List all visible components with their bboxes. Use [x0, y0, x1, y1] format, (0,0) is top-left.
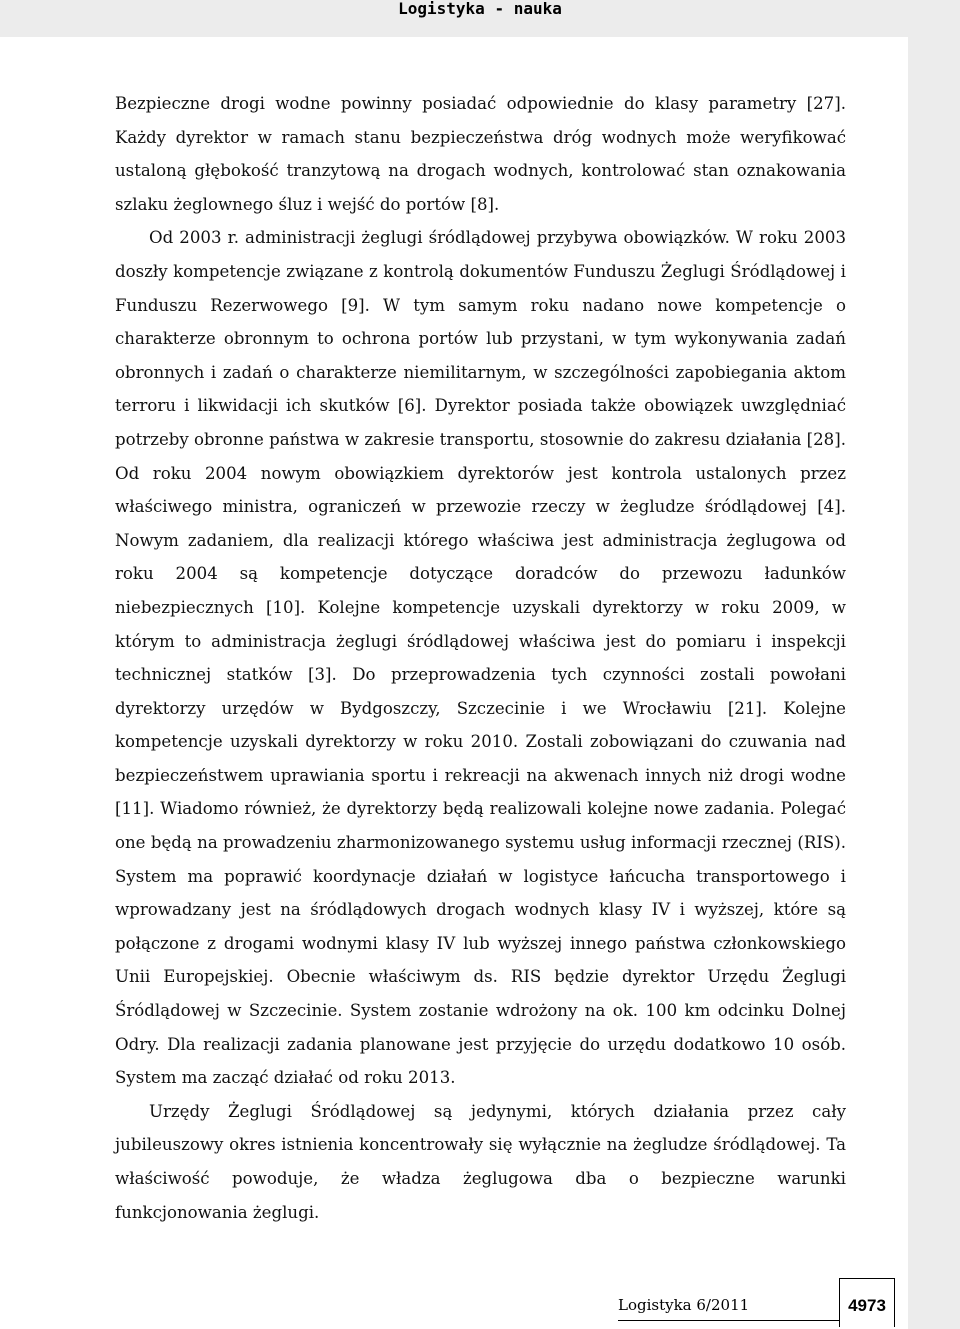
- page-sheet: [0, 37, 908, 1329]
- header-title: Logistyka - nauka: [398, 0, 562, 18]
- paragraph-2: Od 2003 r. administracji żeglugi śródlądowej przybywa obowiązków. W roku 2003 doszły kompetencje związane z kontrolą dokumentów Funduszu Żeglugi Śródlądowej i Funduszu Rezerwowego [9]. W tym samym roku nadano nowe kompetencje o charakterze obronnym to ochrona portów lub przystani, w tym wykonywania zadań obronnych i zadań o charakterze niemilitarnym, w szczególności zapobiegania aktom terroru i likwidacji ich skutków [6]. Dyrektor posiada także obowiązek uwzględniać potrzeby obronne państwa w zakresie transportu, stosownie do zakresu działania [28]. Od roku 2004 nowym obowiązkiem dyrektorów jest kontrola ustalonych przez właściwego ministra, ograniczeń w przewozie rzeczy w żegludze śródlądowej [4]. Nowym zadaniem, dla realizacji którego właściwa jest administracja żeglugowa od roku 2004 są kompetencje dotyczące doradców do przewozu ładunków niebezpiecznych [10]. Kolejne kompetencje uzyskali dyrektorzy w roku 2009, w którym to administracja żeglugi śródlądowej właściwa jest do pomiaru i inspekcji technicznej statków [3]. Do przeprowadzenia tych czynności zostali powołani dyrektorzy urzędów w Bydgoszczy, Szczecinie i we Wrocławiu [21]. Kolejne kompetencje uzyskali dyrektorzy w roku 2010. Zostali zobowiązani do czuwania nad bezpieczeństwem uprawiania sportu i rekreacji na akwenach innych niż drogi wodne [11]. Wiadomo również, że dyrektorzy będą realizowali kolejne nowe zadania. Polegać one będą na prowadzeniu zharmonizowanego systemu usług informacji rzecznej (RIS). System ma poprawić koordynacje działań w logistyce łańcucha transportowego i wprowadzany jest na śródlądowych drogach wodnych klasy IV i wyższej, które są połączone z drogami wodnymi klasy IV lub wyższej innego państwa członkowskiego Unii Europejskiej. Obecnie właściwym ds. RIS będzie dyrektor Urzędu Żeglugi Śródlądowej w Szczecinie. System zostanie wdrożony na ok. 100 km odcinku Dolnej Odry. Dla realizacji zadania planowane jest przyjęcie do urzędu dodatkowo 10 osób. System ma zacząć działać od roku 2013.: [115, 228, 846, 1088]
- page-number-box: [839, 1278, 895, 1327]
- body-text: [115, 87, 846, 1229]
- running-header: [0, 0, 960, 37]
- footer-journal: Logistyka 6/2011: [618, 1296, 750, 1314]
- page-number: 4973: [848, 1296, 886, 1315]
- paragraph-1: Bezpieczne drogi wodne powinny posiadać odpowiednie do klasy parametry [27]. Każdy dyrektor w ramach stanu bezpieczeństwa dróg wodnych może weryfikować ustaloną głębokość tranzytową na drogach wodnych, kontrolować stan oznakowania szlaku żeglownego śluz i wejść do portów [8].: [115, 94, 846, 214]
- paragraph-3: Urzędy Żeglugi Śródlądowej są jedynymi, których działania przez cały jubileuszowy okres istnienia koncentrowały się wyłącznie na żegludze śródlądowej. Ta właściwość powoduje, że władza żeglugowa dba o bezpieczne warunki funkcjonowania żeglugi.: [115, 1101, 846, 1222]
